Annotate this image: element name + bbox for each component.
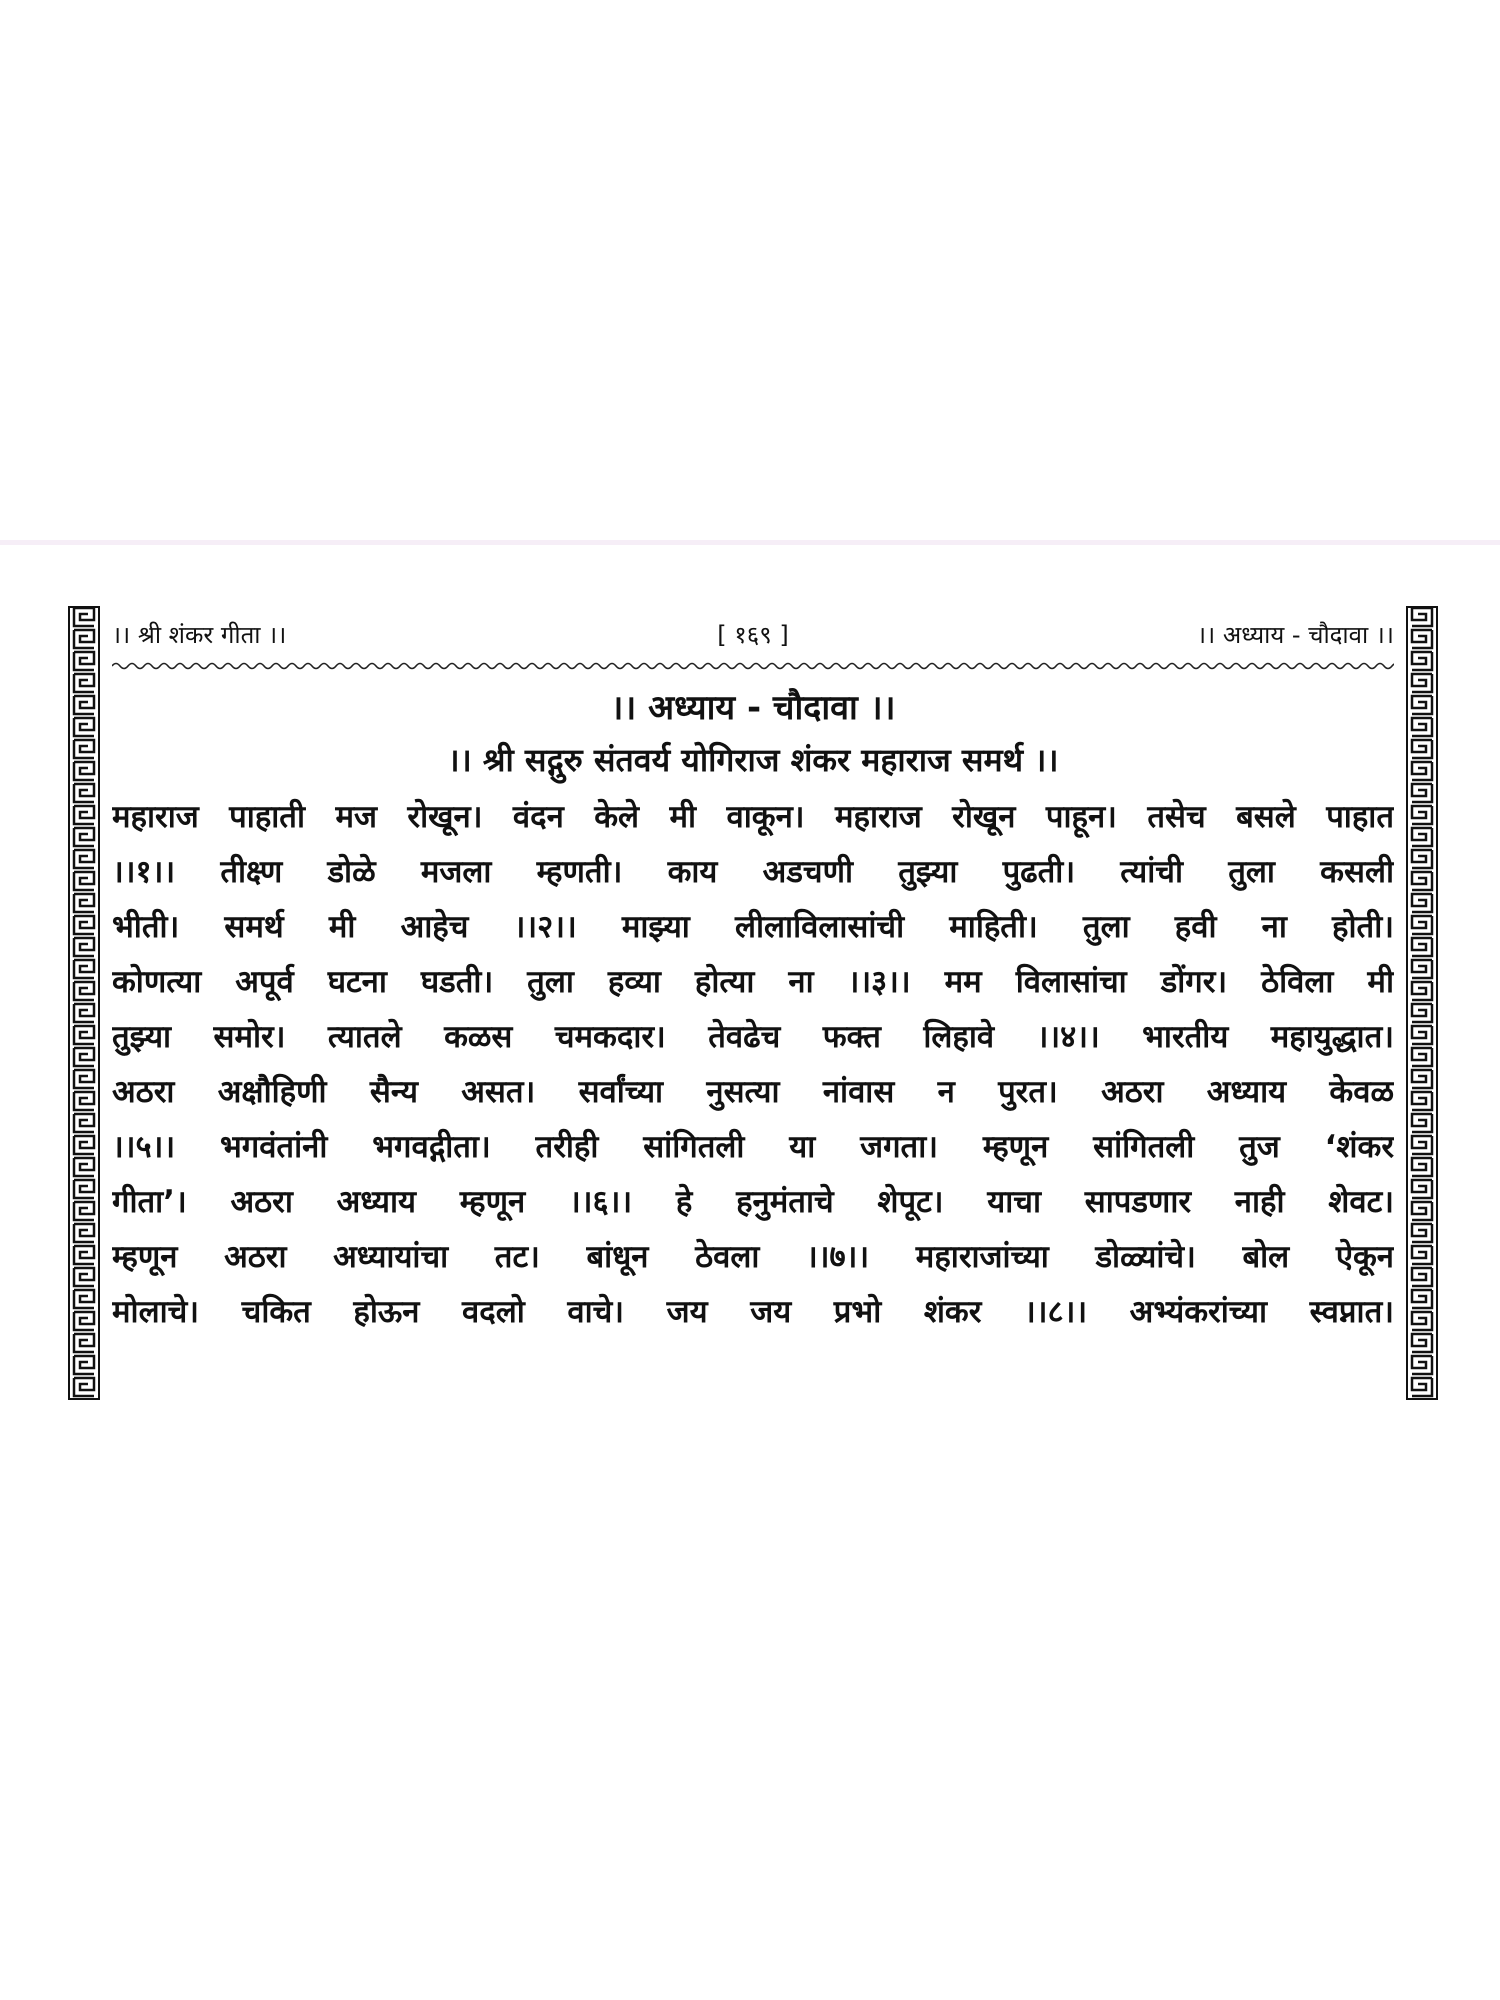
verse-line: गीता’। अठरा अध्याय म्हणून ।।६।। हे हनुमंताचे शेपूट। याचा सापडणार नाही शेवट। [112,1184,1394,1220]
book-page [68,606,1438,1400]
left-greek-key-border [68,606,100,1400]
page-number: [ १६९ ] [717,621,789,649]
verse-line: मोलाचे। चकित होऊन वदलो वाचे। जय जय प्रभो शंकर ।।८।। अभ्यंकरांच्या स्वप्नात। [112,1294,1394,1330]
verse-line: म्हणून अठरा अध्यायांचा तट। बांधून ठेवला ।।७।। महाराजांच्या डोळ्यांचे। बोल ऐकून [112,1239,1394,1275]
page-header [112,612,1394,658]
top-tint-band [0,540,1500,545]
chapter-title: ।। अध्याय - चौदावा ।। [610,688,896,728]
verse-text [112,790,1394,1340]
verse-line: ।।१।। तीक्ष्ण डोळे मजला म्हणती। काय अडचणी तुझ्या पुढती। त्यांची तुला कसली [112,854,1394,890]
verse-line: अठरा अक्षौहिणी सैन्य असत। सर्वांच्या नुसत्या नांवास न पुरत। अठरा अध्याय केवळ [112,1074,1394,1110]
wavy-divider [112,660,1394,672]
chapter-invocation: ।। श्री सद्गुरु संतवर्य योगिराज शंकर महाराज समर्थ ।। [447,741,1059,779]
verse-line: कोणत्या अपूर्व घटना घडती। तुला हव्या होत्या ना ।।३।। मम विलासांचा डोंगर। ठेविला मी [112,964,1394,1000]
verse-line: तुझ्या समोर। त्यातले कळस चमकदार। तेवढेच फक्त लिहावे ।।४।। भारतीय महायुद्धात। [112,1019,1394,1055]
right-greek-key-border [1406,606,1438,1400]
verse-line: ।।५।। भगवंतांनी भगवद्गीता। तरीही सांगितली या जगता। म्हणून सांगितली तुज ‘शंकर [112,1129,1394,1165]
chapter-header: ।। अध्याय - चौदावा ।। [1197,621,1394,649]
verse-line: भीती। समर्थ मी आहेच ।।२।। माझ्या लीलाविलासांची माहिती। तुला हवी ना होती। [112,909,1394,945]
verse-line: महाराज पाहाती मज रोखून। वंदन केले मी वाकून। महाराज रोखून पाहून। तसेच बसले पाहात [112,799,1394,835]
book-title-header: ।। श्री शंकर गीता ।। [112,621,287,649]
